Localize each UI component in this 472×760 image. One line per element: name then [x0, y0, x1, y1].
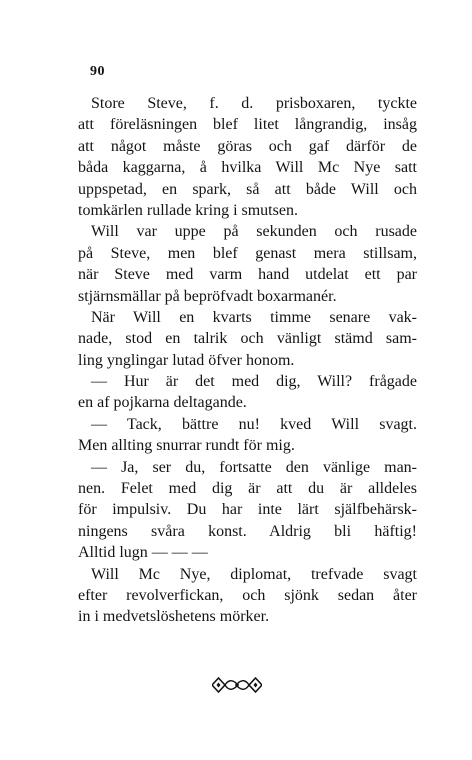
text-line: Will var uppe på sekunden och rusade [91, 223, 417, 241]
text-line: uppspetad, en spark, så att både Will och [78, 180, 417, 198]
text-line: nade, stod en talrik och vänligt stämd sam- [78, 330, 417, 348]
text-line: på Steve, men blef genast mera stillsam, [78, 244, 417, 262]
text-line: — Hur är det med dig, Will? frågade [91, 373, 417, 391]
text-line: en af pojkarna deltagande. [78, 394, 247, 412]
text-line: för impulsiv. Du har inte lärt själfbehärsk- [78, 501, 417, 519]
fleuron-ornament-icon [212, 673, 262, 697]
text-line: stjärnsmällar på bepröfvadt boxarmanér. [78, 287, 337, 305]
text-line: ningens svåra konst. Aldrig bli häftig! [78, 522, 417, 540]
text-line: — Tack, bättre nu! kved Will svagt. [91, 415, 417, 433]
text-line: Alltid lugn — — — [78, 544, 208, 562]
text-line: in i medvetslöshetens mörker. [78, 608, 270, 626]
text-line: när Steve med varm hand utdelat ett par [78, 266, 417, 284]
text-line: efter revolverfickan, och sjönk sedan åter [78, 586, 417, 604]
text-line: Men allting snurrar rundt för mig. [78, 437, 295, 455]
text-line: att föreläsningen blef litet långrandig, insåg [78, 116, 417, 134]
text-line: När Will en kvarts timme senare vak- [91, 308, 417, 326]
text-line: Will Mc Nye, diplomat, trefvade svagt [91, 565, 417, 583]
text-line: nen. Felet med dig är att du är alldeles [78, 480, 417, 498]
text-line: ling ynglingar lutad öfver honom. [78, 351, 295, 369]
text-line: — Ja, ser du, fortsatte den vänlige man- [91, 458, 417, 476]
text-line: tomkärlen rullade kring i smutsen. [78, 201, 298, 219]
body-text [78, 93, 417, 628]
text-line: båda kaggarna, å hvilka Will Mc Nye satt [78, 159, 417, 177]
page-number: 90 [90, 64, 105, 79]
text-line: Store Steve, f. d. prisboxaren, tyckte [91, 95, 417, 112]
text-line: att något måste göras och gaf därför de [78, 137, 417, 155]
